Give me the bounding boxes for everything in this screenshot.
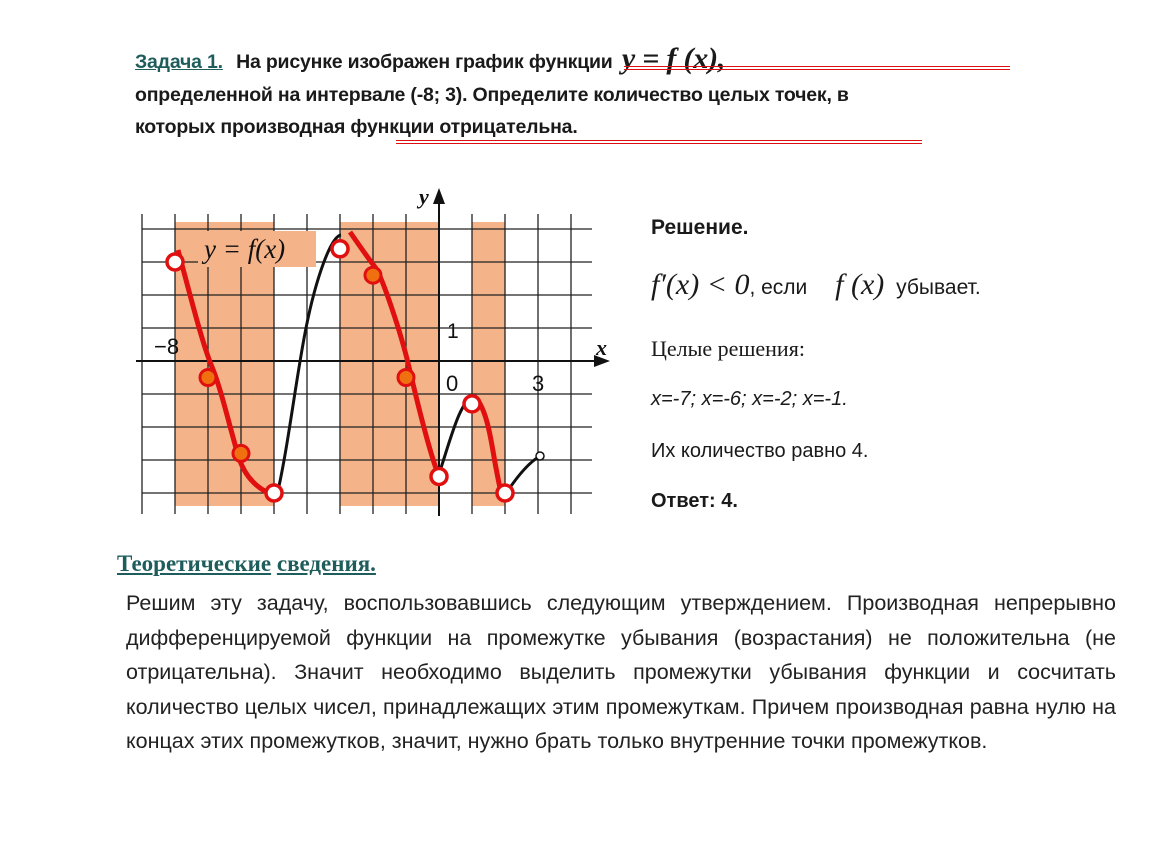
open-point	[332, 241, 348, 257]
solution-title: Решение.	[651, 216, 749, 239]
curve-increasing-1	[277, 235, 341, 495]
solution-condition	[651, 268, 981, 302]
shaded-interval-2	[340, 222, 439, 506]
function-graph	[136, 178, 626, 518]
theory-heading-word-1: Теоретические	[117, 551, 272, 576]
task-line-3: которых производная функции отрицательна.	[135, 116, 578, 138]
task-label: Задача 1.	[135, 51, 223, 73]
tick-label-zero: 0	[446, 371, 459, 396]
y-axis-arrow	[433, 188, 445, 204]
tick-label-one: 1	[447, 320, 459, 343]
theory-heading	[117, 551, 376, 577]
integer-solutions-values: x=-7; x=-6; x=-2; x=-1.	[651, 388, 848, 410]
condition-if: , если	[749, 276, 808, 299]
condition-decreasing: убывает.	[896, 276, 981, 299]
red-underline-2	[396, 140, 922, 144]
curve-end-point	[536, 452, 544, 460]
open-point	[431, 469, 447, 485]
integer-point	[200, 370, 216, 386]
tick-label-minus8: −8	[154, 334, 180, 359]
derivative-inequality: f′(x) < 0	[651, 268, 750, 301]
answer: Ответ: 4.	[651, 490, 738, 512]
open-point	[497, 485, 513, 501]
solutions-count: Их количество равно 4.	[651, 440, 869, 462]
tick-label-three: 3	[532, 371, 545, 396]
integer-point	[233, 445, 249, 461]
shaded-interval-3	[472, 222, 505, 506]
task-formula: y = f (x),	[621, 42, 726, 75]
open-point	[464, 396, 480, 412]
function-label: y = f(x)	[204, 234, 286, 264]
theory-heading-word-2: сведения.	[276, 551, 376, 576]
red-underline-1	[624, 66, 1010, 70]
task-line-2: определенной на интервале (-8; 3). Определите количество целых точек, в	[135, 84, 849, 106]
condition-function: f (x)	[835, 268, 885, 301]
task-text-1: На рисунке изображен график функции	[236, 51, 613, 73]
y-axis-label: y	[419, 184, 429, 209]
x-axis-label: x	[596, 335, 607, 360]
open-point	[167, 254, 183, 270]
theory-text: Решим эту задачу, воспользовавшись следующим утверждением. Производная непрерывно дифференцируемой функции на промежутке убывания (возрастания) не положительна (не отрицательна). Значит необходимо выделить промежутки убывания функции и сосчитать количество целых чисел, принадлежащих этим промежуткам. Причем производная равна нулю на концах этих промежутков, значит, нужно брать только внутренние точки промежутков.	[126, 591, 1116, 753]
integer-point	[365, 267, 381, 283]
open-point	[266, 485, 282, 501]
task-line-1	[135, 42, 725, 76]
integer-point	[398, 370, 414, 386]
integer-solutions-label: Целые решения:	[651, 336, 805, 361]
